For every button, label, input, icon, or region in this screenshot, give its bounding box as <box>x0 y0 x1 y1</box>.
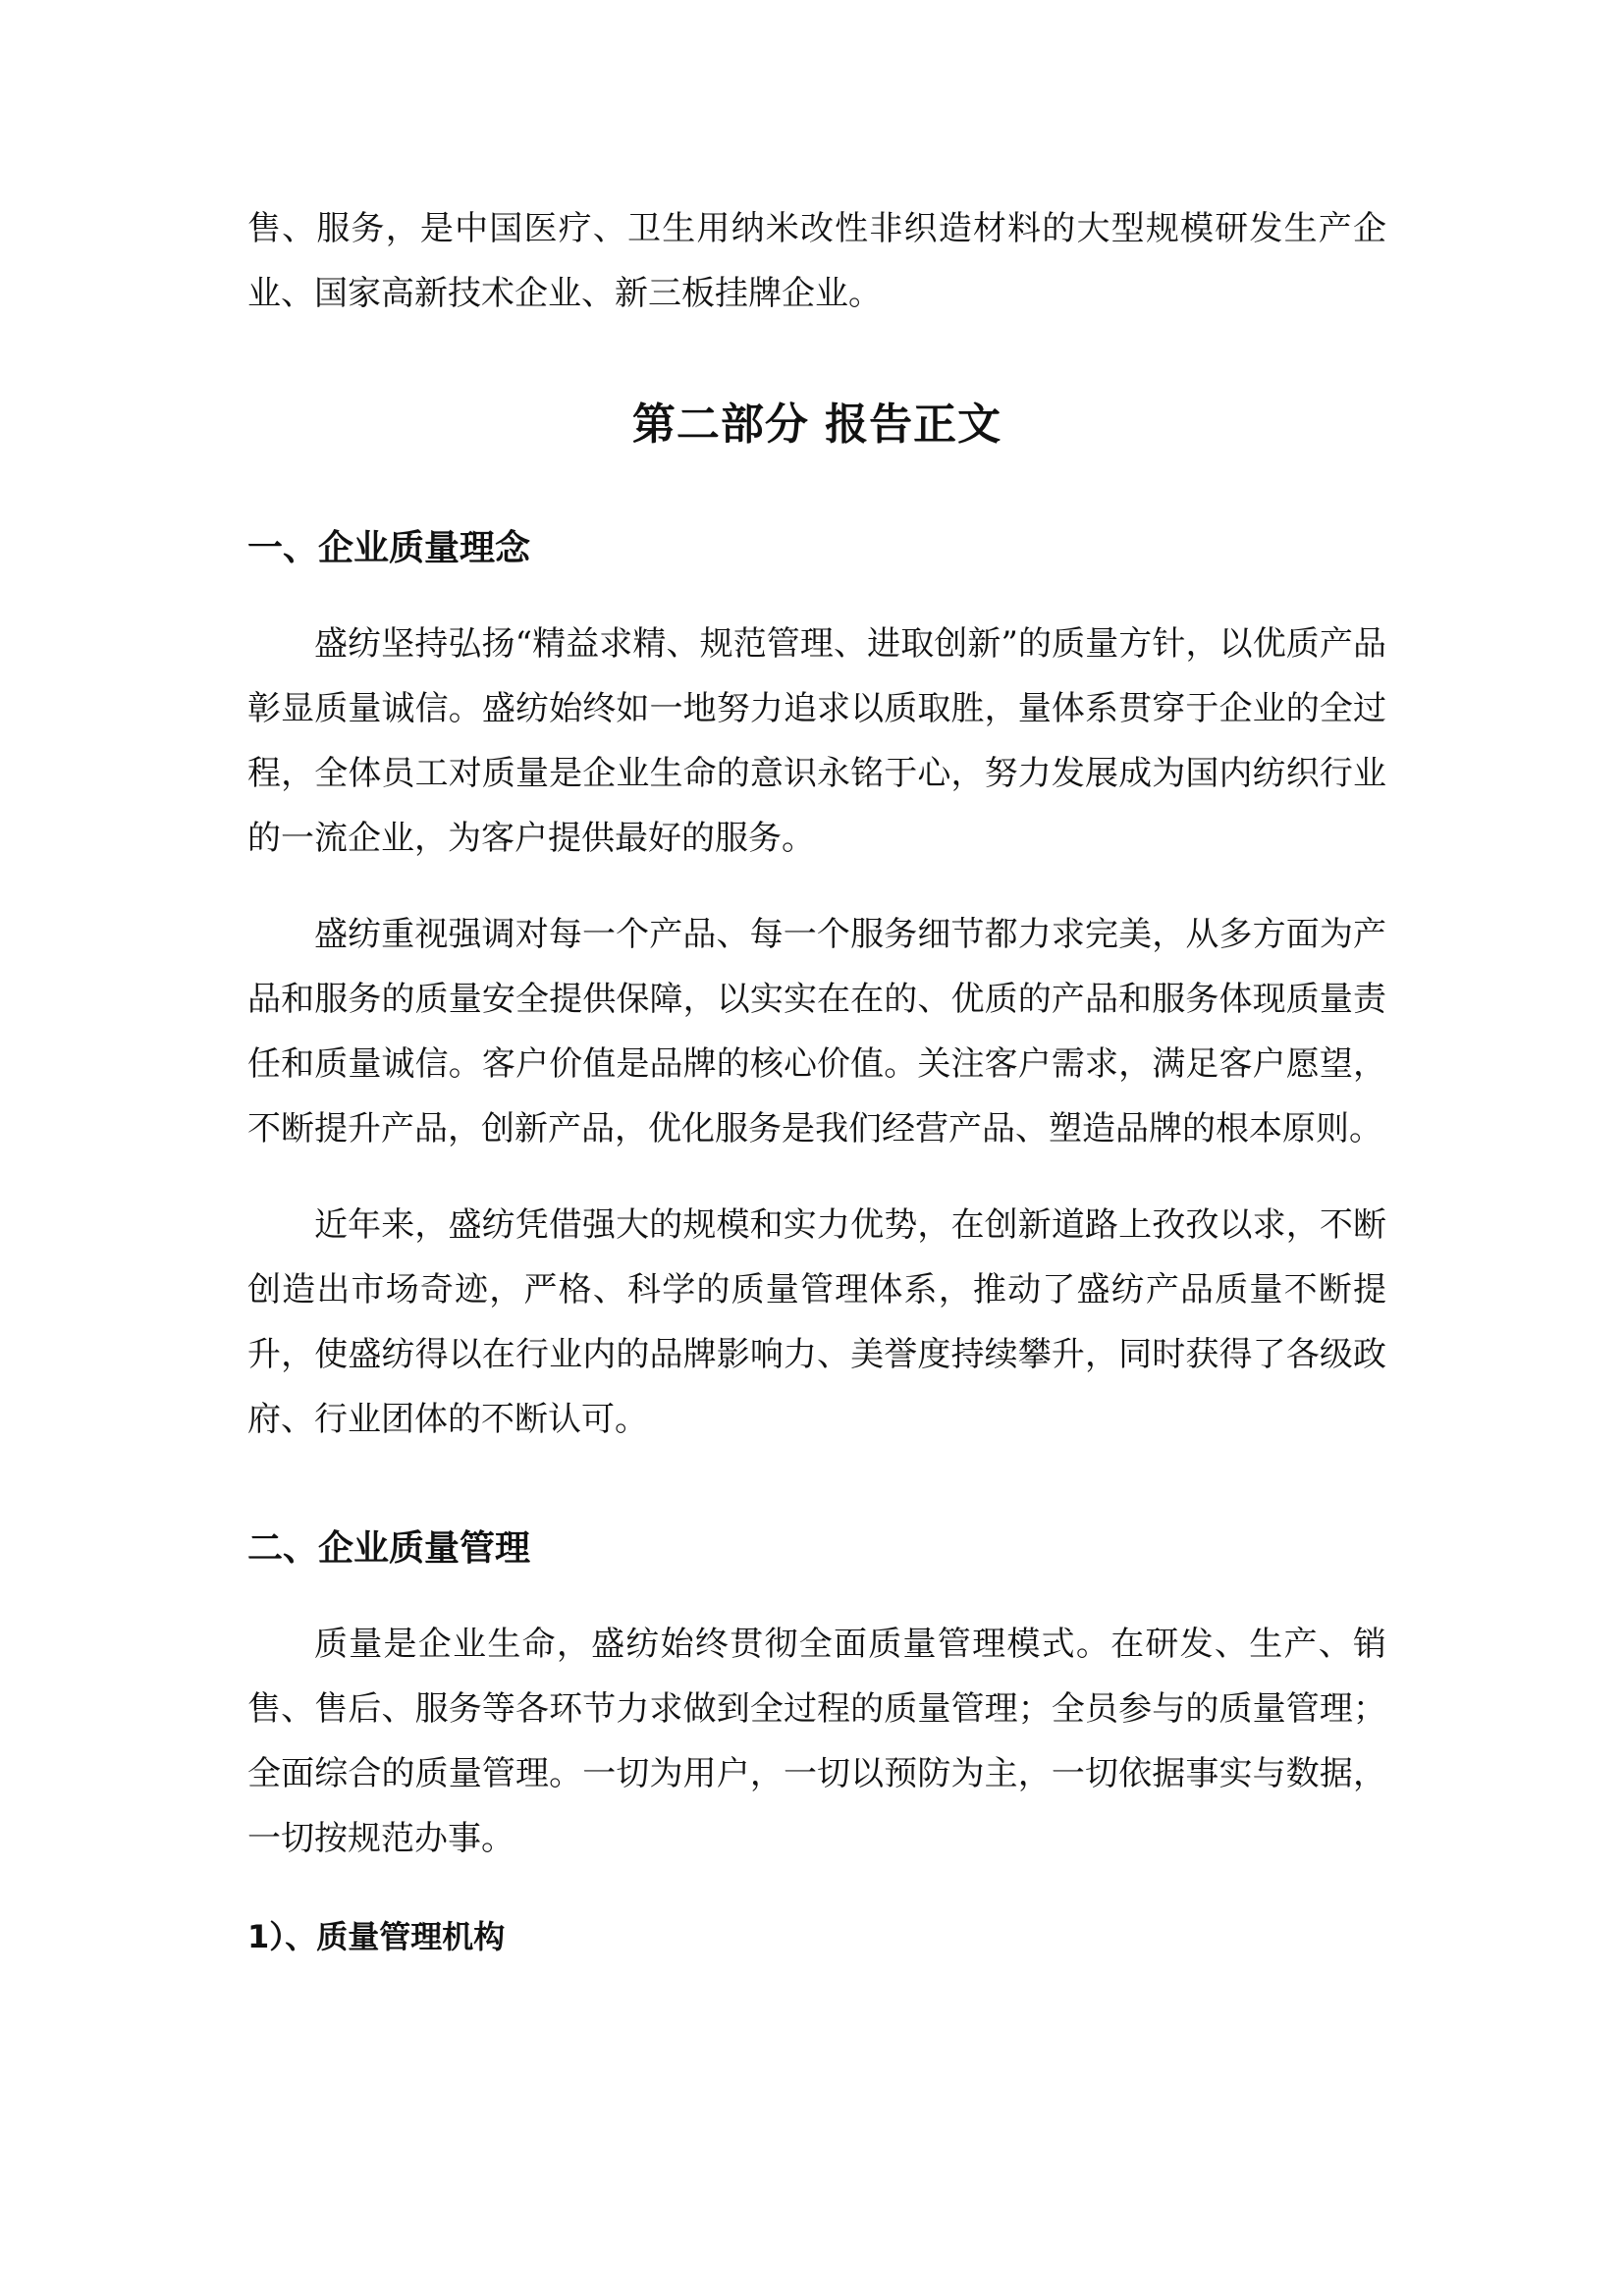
paragraph: 近年来，盛纺凭借强大的规模和实力优势，在创新道路上孜孜以求，不断创造出市场奇迹，严格、科学的质量管理体系，推动了盛纺产品质量不断提升，使盛纺得以在行业内的品牌影响力、美誉度持续攀升，同时获得了各级政府、行业团体的不断认可。 <box>247 1205 1386 1439</box>
paragraph: 盛纺坚持弘扬“精益求精、规范管理、进取创新”的质量方针，以优质产品彰显质量诚信。盛纺始终如一地努力追求以质取胜，量体系贯穿于企业的全过程，全体员工对质量是企业生命的意识永铭于心，努力发展成为国内纺织行业的一流企业，为客户提供最好的服务。 <box>247 624 1386 858</box>
part-title: 第二部分 报告正文 <box>631 400 1002 450</box>
paragraph: 盛纺重视强调对每一个产品、每一个服务细节都力求完美，从多方面为产品和服务的质量安全提供保障，以实实在在的、优质的产品和服务体现质量责任和质量诚信。客户价值是品牌的核心价值。关注客户需求，满足客户愿望，不断提升产品，创新产品，优化服务是我们经营产品、塑造品牌的根本原则。 <box>247 915 1386 1148</box>
paragraph: 质量是企业生命，盛纺始终贯彻全面质量管理模式。在研发、生产、销售、售后、服务等各环节力求做到全过程的质量管理；全员参与的质量管理；全面综合的质量管理。一切为用户，一切以预防为主，一切依据事实与数据，一切按规范办事。 <box>247 1625 1386 1858</box>
section-heading-quality-philosophy: 一、企业质量理念 <box>247 528 531 568</box>
subheading-quality-org: 1）、质量管理机构 <box>247 1918 506 1955</box>
section-heading-quality-management: 二、企业质量管理 <box>247 1528 531 1569</box>
intro-continuation: 售、服务，是中国医疗、卫生用纳米改性非织造材料的大型规模研发生产企业、国家高新技术企业、新三板挂牌企业。 <box>247 209 1386 313</box>
document-page <box>247 196 1386 1957</box>
